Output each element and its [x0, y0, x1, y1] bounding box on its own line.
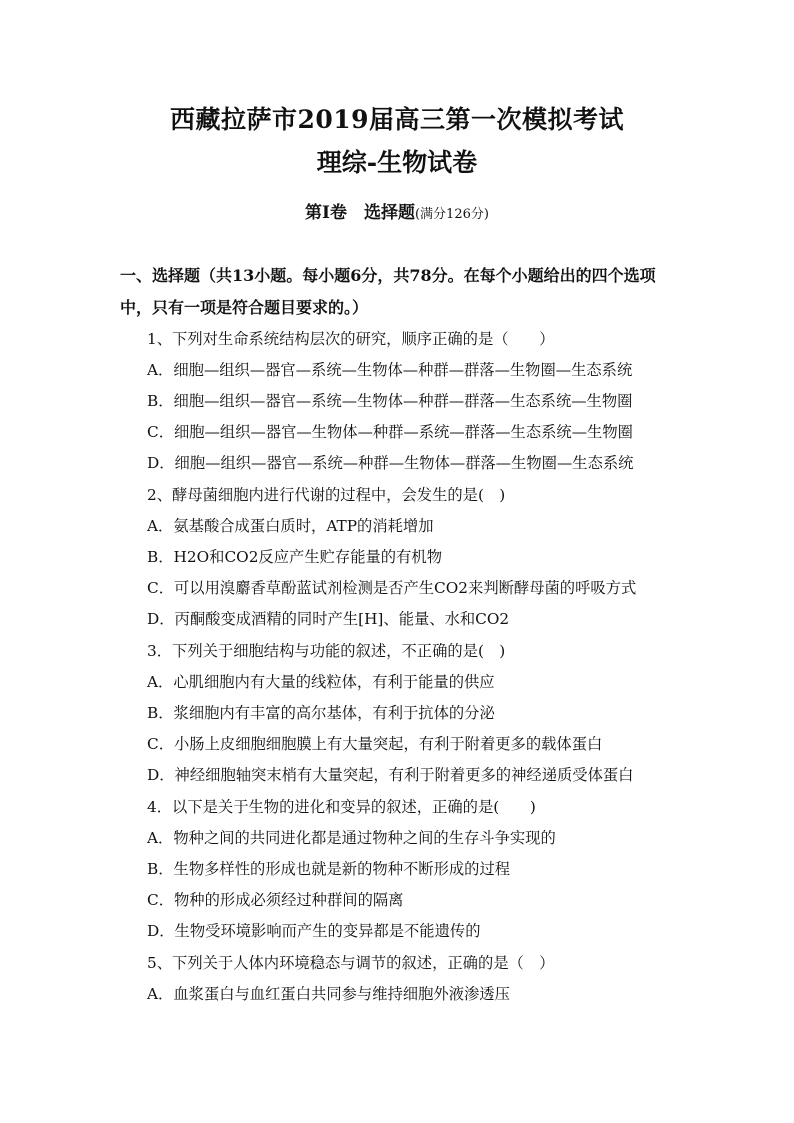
question-4-option-d: D．生物受环境影响而产生的变异都是不能遗传的 [147, 922, 481, 940]
question-1-option-a: A．细胞—组织—器官—系统—生物体—种群—群落—生物圈—生态系统 [147, 361, 633, 379]
question-1-stem: 1、下列对生命系统结构层次的研究，顺序正确的是（ ） [147, 330, 555, 348]
question-1-option-c: C．细胞—组织—器官—生物体—种群—系统—群落—生态系统—生物圈 [147, 423, 633, 441]
question-4-option-b: B．生物多样性的形成也就是新的物种不断形成的过程 [147, 860, 511, 878]
question-2-option-c: C．可以用溴麝香草酚蓝试剂检测是否产生CO2来判断酵母菌的呼吸方式 [147, 579, 637, 597]
question-1-option-d: D．细胞—组织—器官—系统—种群—生物体—群落—生物圈—生态系统 [147, 454, 634, 472]
question-3-option-a: A．心肌细胞内有大量的线粒体，有利于能量的供应 [147, 673, 495, 691]
exam-subtitle: 理综-生物试卷 [316, 148, 478, 177]
question-5-option-a: A．血浆蛋白与血红蛋白共同参与维持细胞外液渗透压 [147, 985, 510, 1003]
instructions-line-1: 一、选择题（共13小题。每小题6分，共78分。在每个小题给出的四个选项 [120, 266, 656, 285]
question-3-stem: 3．下列关于细胞结构与功能的叙述，不正确的是( ) [147, 642, 506, 660]
question-3-option-d: D．神经细胞轴突末梢有大量突起，有利于附着更多的神经递质受体蛋白 [147, 766, 634, 784]
question-2-option-b: B．H2O和CO2反应产生贮存能量的有机物 [147, 548, 442, 566]
exam-title: 西藏拉萨市2019届高三第一次模拟考试 [169, 105, 625, 134]
section-score: (满分126分) [414, 207, 489, 222]
question-2-option-a: A．氨基酸合成蛋白质时，ATP的消耗增加 [147, 517, 434, 535]
question-3-option-c: C．小肠上皮细胞细胞膜上有大量突起，有利于附着更多的载体蛋白 [147, 735, 603, 753]
question-4-option-c: C．物种的形成必须经过种群间的隔离 [147, 891, 404, 909]
question-5-stem: 5、下列关于人体内环境稳态与调节的叙述，正确的是（ ） [147, 954, 555, 972]
question-2-option-d: D．丙酮酸变成酒精的同时产生[H]、能量、水和CO2 [147, 610, 510, 628]
question-3-option-b: B．浆细胞内有丰富的高尔基体，有利于抗体的分泌 [147, 704, 495, 722]
question-4-stem: 4．以下是关于生物的进化和变异的叙述，正确的是( ) [147, 798, 536, 816]
question-2-stem: 2、酵母菌细胞内进行代谢的过程中，会发生的是( ) [147, 486, 506, 504]
section-title: 第Ⅰ卷 选择题 [305, 203, 415, 223]
question-1-option-b: B．细胞—组织—器官—系统—生物体—种群—群落—生态系统—生物圈 [147, 392, 633, 410]
question-4-option-a: A．物种之间的共同进化都是通过物种之间的生存斗争实现的 [147, 829, 556, 847]
section-heading [0, 198, 794, 223]
instructions-line-2: 中，只有一项是符合题目要求的。） [120, 298, 369, 317]
instructions [120, 260, 680, 324]
